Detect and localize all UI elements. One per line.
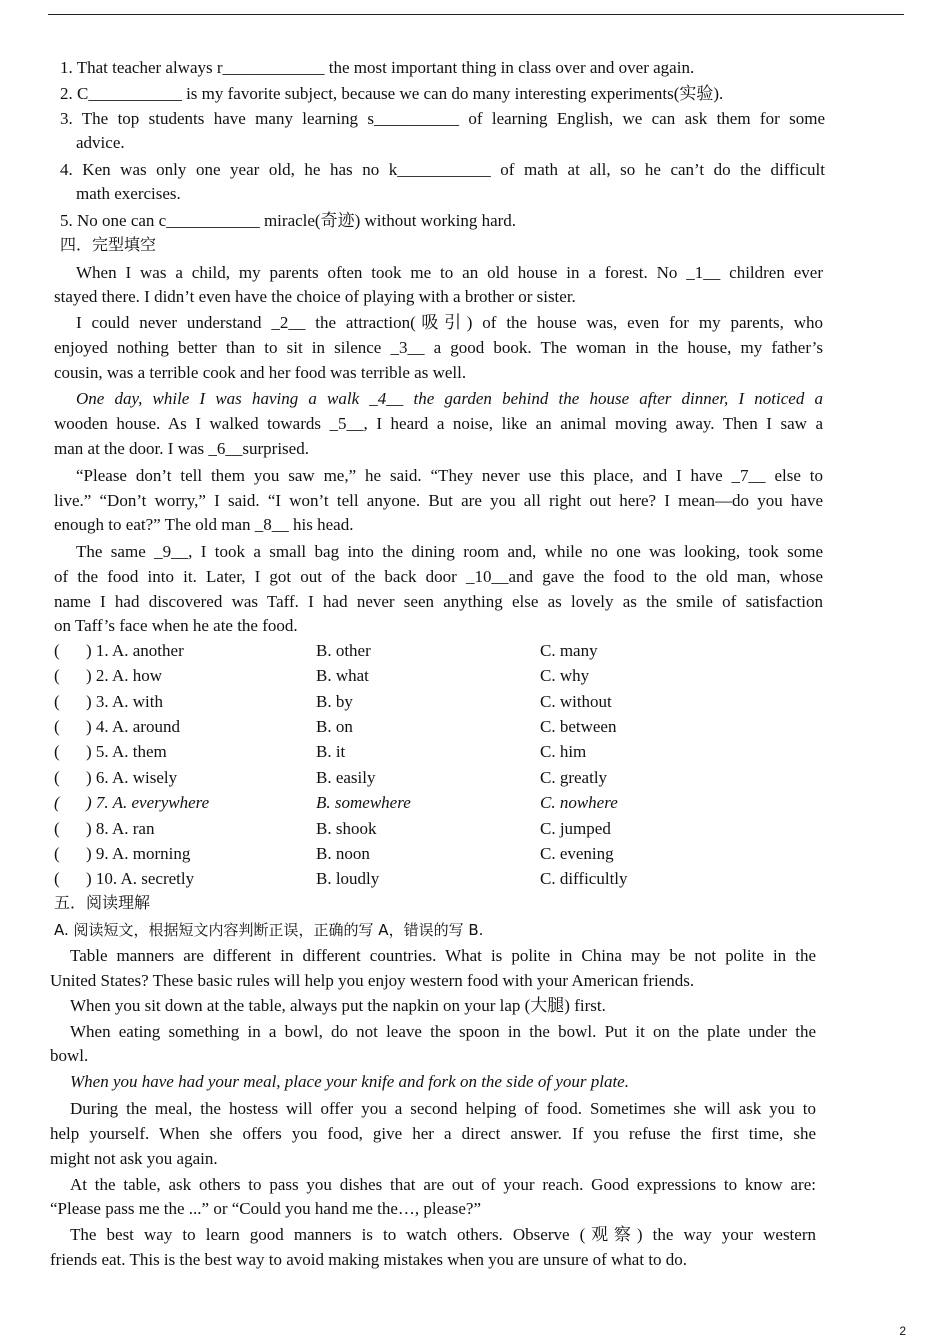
option-a: ) 5. A. them — [86, 742, 167, 761]
option-a: ) 8. A. ran — [86, 819, 155, 838]
option-c: C. between — [540, 717, 617, 736]
option-c: C. why — [540, 666, 590, 685]
option-paren: ( — [54, 869, 60, 888]
option-b: B. somewhere — [316, 793, 411, 812]
cloze-line: “Please don’t tell them you saw me,” he said. “They never use this place, and I have _7__ else to — [76, 466, 823, 485]
fill-in-4-cont: math exercises. — [76, 184, 181, 203]
cloze-line: wooden house. As I walked towards _5__, I heard a noise, like an animal moving away. Then I saw a — [54, 414, 823, 433]
option-paren: ( — [54, 717, 60, 736]
option-c: C. without — [540, 692, 612, 711]
cloze-line: One day, while I was having a walk _4__ the garden behind the house after dinner, I noticed a — [76, 389, 823, 408]
option-paren: ( — [54, 641, 60, 660]
option-paren: ( — [54, 742, 60, 761]
option-b: B. noon — [316, 844, 370, 863]
option-a: ) 2. A. how — [86, 666, 163, 685]
option-paren: ( — [54, 793, 60, 812]
option-a: ) 4. A. around — [86, 717, 180, 736]
fill-in-5: 5. No one can c___________ miracle(奇迹) without working hard. — [60, 211, 517, 230]
option-b: B. what — [316, 666, 369, 685]
fill-in-3-cont: advice. — [76, 133, 125, 152]
option-b: B. by — [316, 692, 353, 711]
reading-line: “Please pass me the ...” or “Could you hand me the…, please?” — [50, 1199, 482, 1218]
page-number: 2 — [899, 1324, 906, 1338]
fill-in-2: 2. C___________ is my favorite subject, because we can do many interesting experiments(实验). — [60, 84, 724, 103]
option-b: B. it — [316, 742, 346, 761]
option-c: C. evening — [540, 844, 614, 863]
option-a: ) 9. A. morning — [86, 844, 191, 863]
reading-line: bowl. — [50, 1046, 89, 1065]
cloze-line: The same _9__, I took a small bag into the dining room and, while no one was looking, took some — [76, 542, 823, 561]
option-a: ) 3. A. with — [86, 692, 163, 711]
option-b: B. easily — [316, 768, 376, 787]
option-c: C. him — [540, 742, 587, 761]
cloze-line: enough to eat?” The old man _8__ his head. — [54, 515, 354, 534]
fill-in-1: 1. That teacher always r____________ the most important thing in class over and over again. — [60, 58, 695, 77]
option-b: B. shook — [316, 819, 377, 838]
section4-title: 四．完型填空 — [60, 235, 157, 254]
cloze-line: stayed there. I didn’t even have the choice of playing with a brother or sister. — [54, 287, 576, 306]
cloze-line: on Taff’s face when he ate the food. — [54, 616, 298, 635]
cloze-line: live.” “Don’t worry,” I said. “I won’t tell anyone. But are you all right out here? I mean—do you have — [54, 491, 823, 510]
cloze-line: I could never understand _2__ the attraction(吸引) of the house was, even for my parents, who — [76, 313, 823, 332]
reading-line: United States? These basic rules will help you enjoy western food with your American friends. — [50, 971, 695, 990]
top-rule — [48, 14, 904, 15]
reading-line: The best way to learn good manners is to watch others. Observe (观察) the way your western — [70, 1225, 816, 1244]
fill-in-3: 3. The top students have many learning s__________ of learning English, we can ask them for some — [60, 109, 825, 128]
reading-line: When you have had your meal, place your knife and fork on the side of your plate. — [70, 1072, 629, 1091]
reading-line: During the meal, the hostess will offer you a second helping of food. Sometimes she will ask you to — [70, 1099, 816, 1118]
option-c: C. jumped — [540, 819, 611, 838]
reading-line: friends eat. This is the best way to avoid making mistakes when you are unsure of what to do. — [50, 1250, 688, 1269]
cloze-line: enjoyed nothing better than to sit in silence _3__ a good book. The woman in the house, my father’s — [54, 338, 823, 357]
option-b: B. on — [316, 717, 353, 736]
section5-title: 五．阅读理解 — [54, 893, 151, 912]
option-paren: ( — [54, 768, 60, 787]
cloze-line: name I had discovered was Taff. I had never seen anything else as lovely as the smile of satisfaction — [54, 592, 823, 611]
option-paren: ( — [54, 844, 60, 863]
option-b: B. loudly — [316, 869, 380, 888]
option-paren: ( — [54, 819, 60, 838]
option-a: ) 1. A. another — [86, 641, 184, 660]
cloze-line: of the food into it. Later, I got out of the back door _10__and gave the food to the old man, whose — [54, 567, 823, 586]
reading-line: At the table, ask others to pass you dishes that are out of your reach. Good expressions to know are: — [70, 1175, 816, 1194]
option-paren: ( — [54, 692, 60, 711]
option-c: C. greatly — [540, 768, 608, 787]
reading-instruction: A. 阅读短文，根据短文内容判断正误，正确的写 A，错误的写 B. — [54, 921, 484, 939]
option-c: C. difficultly — [540, 869, 628, 888]
reading-line: might not ask you again. — [50, 1149, 218, 1168]
option-c: C. many — [540, 641, 598, 660]
option-a: ) 6. A. wisely — [86, 768, 178, 787]
fill-in-4: 4. Ken was only one year old, he has no k___________ of math at all, so he can’t do the difficult — [60, 160, 825, 179]
option-a: ) 7. A. everywhere — [86, 793, 210, 812]
option-c: C. nowhere — [540, 793, 618, 812]
cloze-line: cousin, was a terrible cook and her food was terrible as well. — [54, 363, 467, 382]
reading-line: help yourself. When she offers you food, give her a direct answer. If you refuse the first time, she — [50, 1124, 816, 1143]
cloze-line: When I was a child, my parents often took me to an old house in a forest. No _1__ children ever — [76, 263, 823, 282]
cloze-line: man at the door. I was _6__surprised. — [54, 439, 309, 458]
option-a: ) 10. A. secretly — [86, 869, 195, 888]
reading-line: When eating something in a bowl, do not leave the spoon in the bowl. Put it on the plate under the — [70, 1022, 816, 1041]
option-b: B. other — [316, 641, 371, 660]
reading-line: When you sit down at the table, always put the napkin on your lap (大腿) first. — [70, 996, 606, 1015]
reading-line: Table manners are different in different countries. What is polite in China may be not polite in the — [70, 946, 816, 965]
option-paren: ( — [54, 666, 60, 685]
